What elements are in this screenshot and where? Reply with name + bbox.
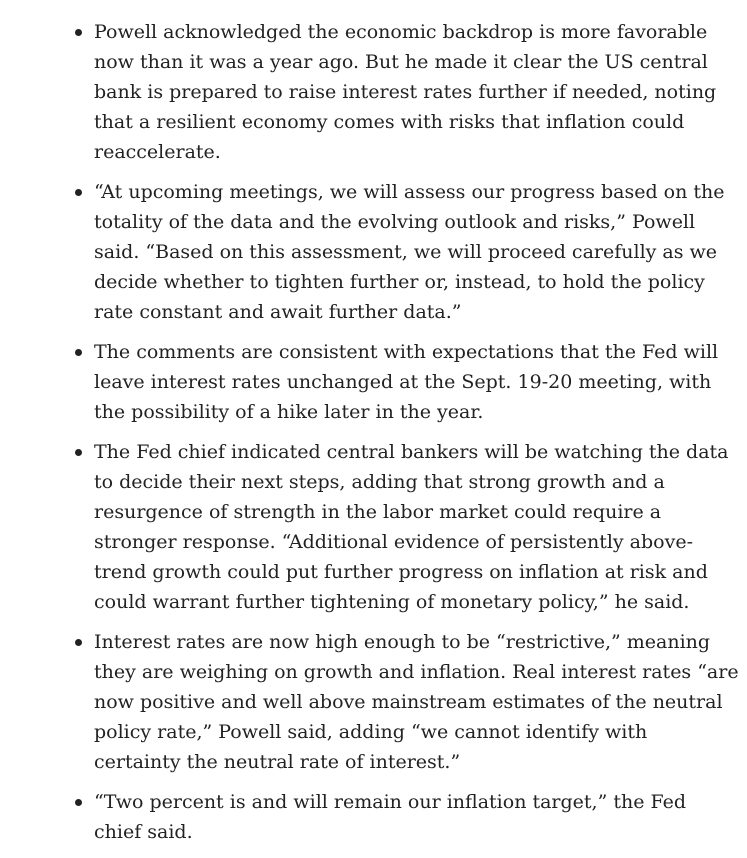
- text-line: could warrant further tightening of monetary policy,” he said.: [94, 591, 690, 613]
- list-item: [0, 627, 747, 777]
- bullet-dot-icon: [75, 349, 82, 356]
- text-line: they are weighing on growth and inflation. Real interest rates “are: [94, 661, 739, 683]
- text-line: “Two percent is and will remain our inflation target,” the Fed: [94, 791, 687, 813]
- list-item: [0, 437, 747, 617]
- text-line: decide whether to tighten further or, instead, to hold the policy: [94, 271, 705, 293]
- text-line: The Fed chief indicated central bankers will be watching the data: [94, 441, 729, 463]
- text-line: totality of the data and the evolving outlook and risks,” Powell: [94, 211, 696, 233]
- text-line: certainty the neutral rate of interest.”: [94, 751, 461, 773]
- list-item: [0, 787, 747, 847]
- text-line: said. “Based on this assessment, we will proceed carefully as we: [94, 241, 718, 263]
- text-line: chief said.: [94, 821, 193, 843]
- text-line: leave interest rates unchanged at the Sept. 19-20 meeting, with: [94, 371, 712, 393]
- text-line: bank is prepared to raise interest rates further if needed, noting: [94, 81, 717, 103]
- text-line: The comments are consistent with expectations that the Fed will: [94, 341, 719, 363]
- text-line: reaccelerate.: [94, 141, 221, 163]
- bullet-dot-icon: [75, 639, 82, 646]
- text-line: that a resilient economy comes with risks that inflation could: [94, 111, 685, 133]
- list-item: [0, 177, 747, 327]
- text-line: rate constant and await further data.”: [94, 301, 462, 323]
- text-line: policy rate,” Powell said, adding “we cannot identify with: [94, 721, 648, 743]
- text-line: stronger response. “Additional evidence of persistently above-: [94, 531, 694, 553]
- text-line: Powell acknowledged the economic backdrop is more favorable: [94, 21, 708, 43]
- text-line: “At upcoming meetings, we will assess our progress based on the: [94, 181, 725, 203]
- bullet-dot-icon: [75, 799, 82, 806]
- text-line: now than it was a year ago. But he made it clear the US central: [94, 51, 708, 73]
- list-item: [0, 17, 747, 167]
- text-line: resurgence of strength in the labor market could require a: [94, 501, 662, 523]
- text-line: trend growth could put further progress on inflation at risk and: [94, 561, 708, 583]
- bullet-dot-icon: [75, 449, 82, 456]
- text-line: the possibility of a hike later in the year.: [94, 401, 484, 423]
- text-line: now positive and well above mainstream estimates of the neutral: [94, 691, 723, 713]
- text-line: Interest rates are now high enough to be “restrictive,” meaning: [94, 631, 711, 653]
- bullet-dot-icon: [75, 189, 82, 196]
- text-line: to decide their next steps, adding that strong growth and a: [94, 471, 665, 493]
- list-item: [0, 337, 747, 427]
- bullet-dot-icon: [75, 29, 82, 36]
